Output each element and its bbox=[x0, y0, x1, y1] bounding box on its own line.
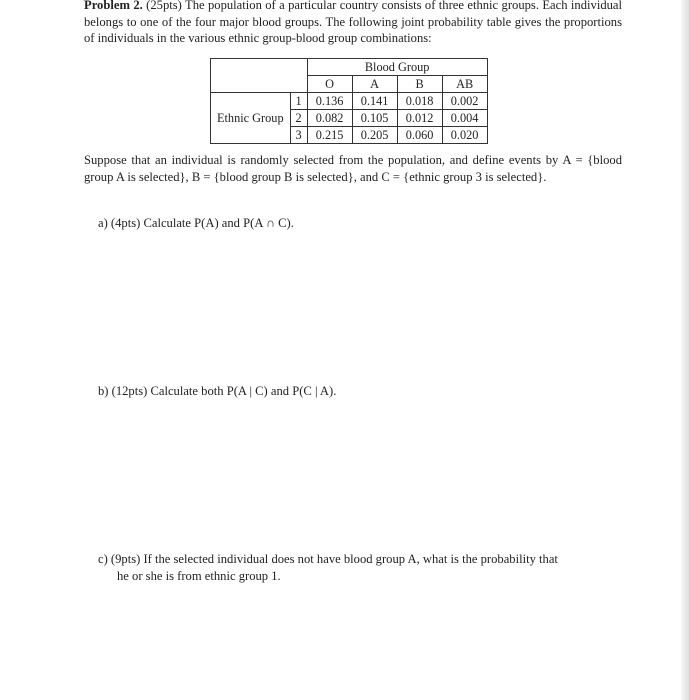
column-header-ab: AB bbox=[442, 76, 487, 93]
ethnic-group-number: 1 bbox=[290, 93, 307, 110]
problem-intro: (25pts) The population of a particular country consists of three ethnic groups. Each individual belongs to one of the four major blood groups. The following joint probability table gives the proportions of individuals in the various ethnic group-blood group combinations: bbox=[84, 0, 622, 45]
table-cell: 0.004 bbox=[442, 110, 487, 127]
question-c-line2: he or she is from ethnic group 1. bbox=[117, 568, 281, 583]
question-c-line1: c) (9pts) If the selected individual does not have blood group A, what is the probability that bbox=[98, 552, 558, 566]
table-cell: 0.136 bbox=[307, 93, 352, 110]
table-cell: 0.020 bbox=[442, 127, 487, 144]
table-row bbox=[211, 93, 488, 110]
table-cell: 0.215 bbox=[307, 127, 352, 144]
events-definition: Suppose that an individual is randomly selected from the population, and define events by A = {blood group A is selected}, B = {blood group B is selected}, and C = {ethnic group 3 is selected}. bbox=[84, 153, 622, 184]
problem-label: Problem 2. bbox=[84, 0, 143, 12]
ethnic-group-number: 2 bbox=[290, 110, 307, 127]
table-cell: 0.105 bbox=[352, 110, 397, 127]
question-b: b) (12pts) Calculate both P(A | C) and P(C | A). bbox=[98, 384, 337, 398]
table-cell: 0.060 bbox=[397, 127, 442, 144]
column-header-o: O bbox=[307, 76, 352, 93]
column-header-a: A bbox=[352, 76, 397, 93]
table-cell: 0.205 bbox=[352, 127, 397, 144]
joint-probability-table bbox=[210, 58, 488, 144]
page-edge-shadow bbox=[681, 0, 689, 700]
column-header-b: B bbox=[397, 76, 442, 93]
question-c bbox=[98, 551, 622, 584]
problem-statement bbox=[84, 0, 622, 47]
ethnic-group-number: 3 bbox=[290, 127, 307, 144]
table-corner-cell bbox=[211, 59, 308, 93]
question-a: a) (4pts) Calculate P(A) and P(A ∩ C). bbox=[98, 216, 294, 230]
blood-group-header: Blood Group bbox=[307, 59, 487, 76]
ethnic-group-label: Ethnic Group bbox=[211, 93, 291, 144]
table-cell: 0.018 bbox=[397, 93, 442, 110]
table-cell: 0.002 bbox=[442, 93, 487, 110]
table-cell: 0.141 bbox=[352, 93, 397, 110]
table-cell: 0.082 bbox=[307, 110, 352, 127]
table-cell: 0.012 bbox=[397, 110, 442, 127]
